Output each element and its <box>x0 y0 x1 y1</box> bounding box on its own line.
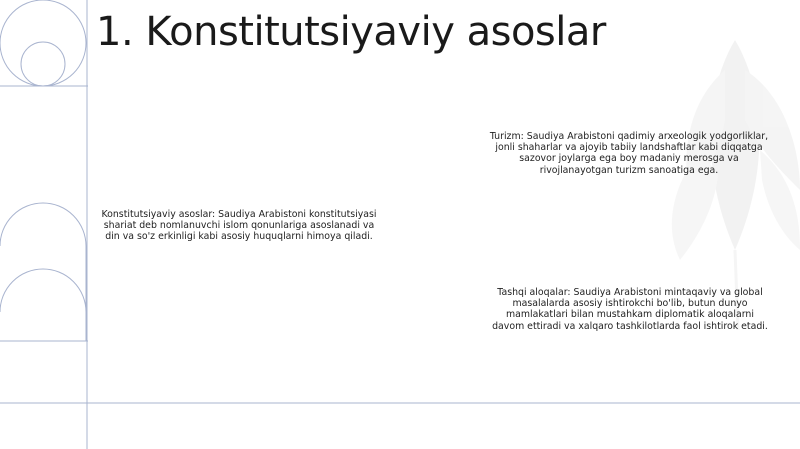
slide-title: 1. Konstitutsiyaviy asoslar <box>96 9 606 55</box>
lower-arch-shape <box>0 269 86 312</box>
outer-circle-shape <box>0 0 86 86</box>
tourism-text: Turizm: Saudiya Arabistoni qadimiy arxeologik yodgorliklar, jonli shaharlar va ajoyib tabiiy landshaftlar kabi diqqatga sazovor joylarga ega boy madaniy merosga va rivojlanayotgan turizm sanoatiga ega. <box>489 131 769 176</box>
inner-circle-shape <box>21 42 65 86</box>
upper-arch-shape <box>0 203 86 341</box>
foreign-relations-text: Tashqi aloqalar: Saudiya Arabistoni mintaqaviy va global masalalarda asosiy ishtirokchi bo'lib, butun dunyo mamlakatlari bilan mustahkam diplomatik aloqalarni davom ettiradi va xalqaro tashkilotlarda faol ishtirok etadi. <box>492 287 768 332</box>
constitutional-basis-text: Konstitutsiyaviy asoslar: Saudiya Arabistoni konstitutsiyasi shariat deb nomlanuvchi islom qonunlariga asoslanadi va din va so'z erkinligi kabi asosiy huquqlarni himoya qiladi. <box>101 209 377 243</box>
